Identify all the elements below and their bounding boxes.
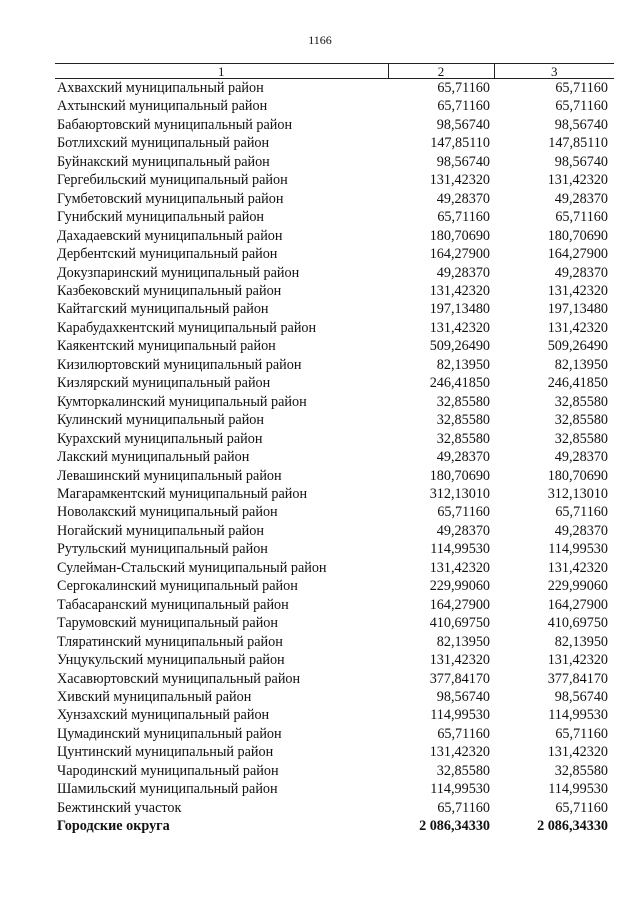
value-cell-col3: 98,56740 — [554, 116, 608, 133]
value-cell-col2: 98,56740 — [436, 153, 490, 170]
value-cell-col3: 32,85580 — [554, 393, 608, 410]
value-cell-col3: 32,85580 — [554, 430, 608, 447]
table-row — [55, 706, 614, 724]
district-name-cell: Гергебильский муниципальный район — [57, 172, 288, 189]
district-name-cell: Докузпаринский муниципальный район — [57, 264, 300, 281]
value-cell-col2: 312,13010 — [429, 485, 490, 502]
district-name-cell: Унцукульский муниципальный район — [57, 652, 285, 669]
column-header-1: 1 — [55, 64, 388, 79]
value-cell-col2: 32,85580 — [436, 412, 490, 429]
table-row — [55, 577, 614, 595]
value-cell-col3: 131,42320 — [547, 319, 608, 336]
district-name-cell: Гумбетовский муниципальный район — [57, 190, 284, 207]
district-name-cell: Бежтинский участок — [57, 799, 182, 816]
table-row — [55, 356, 614, 374]
table-row — [55, 337, 614, 355]
value-cell-col3: 131,42320 — [547, 172, 608, 189]
value-cell-col2: 410,69750 — [429, 615, 490, 632]
value-cell-col3: 65,71160 — [555, 725, 608, 742]
district-name-cell: Дахадаевский муниципальный район — [57, 227, 283, 244]
value-cell-col3: 180,70690 — [547, 227, 608, 244]
document-table-container — [55, 63, 614, 836]
value-cell-col2: 65,71160 — [437, 80, 490, 96]
value-cell-col2: 131,42320 — [429, 652, 490, 669]
value-cell-col3: 114,99530 — [548, 781, 608, 798]
value-cell-col3: 114,99530 — [548, 541, 608, 558]
table-row — [55, 503, 614, 521]
table-header — [55, 64, 614, 79]
value-cell-col2: 114,99530 — [430, 707, 490, 724]
district-name-cell: Сергокалинский муниципальный район — [57, 578, 298, 595]
district-name-cell: Кайтагский муниципальный район — [57, 301, 269, 318]
district-name-cell: Казбековский муниципальный район — [57, 282, 282, 299]
district-name-cell: Ботлихский муниципальный район — [57, 135, 270, 152]
table-row — [55, 633, 614, 651]
value-cell-col3: 147,85110 — [548, 135, 608, 152]
total-value-col2: 2 086,34330 — [419, 818, 490, 835]
column-header-2: 2 — [388, 64, 494, 79]
value-cell-col2: 65,71160 — [437, 504, 490, 521]
value-cell-col2: 246,41850 — [429, 375, 490, 392]
table-row — [55, 522, 614, 540]
value-cell-col2: 131,42320 — [429, 172, 490, 189]
table-row — [55, 651, 614, 669]
value-cell-col2: 49,28370 — [436, 264, 490, 281]
table-row — [55, 430, 614, 448]
value-cell-col2: 98,56740 — [436, 116, 490, 133]
table-row — [55, 799, 614, 817]
value-cell-col2: 49,28370 — [436, 449, 490, 466]
value-cell-col2: 65,71160 — [437, 725, 490, 742]
value-cell-col3: 82,13950 — [554, 633, 608, 650]
table-row — [55, 670, 614, 688]
table-row — [55, 614, 614, 632]
value-cell-col3: 32,85580 — [554, 412, 608, 429]
table-row — [55, 97, 614, 115]
value-cell-col2: 32,85580 — [436, 762, 490, 779]
district-name-cell: Бабаюртовский муниципальный район — [57, 116, 293, 133]
allocation-table — [55, 63, 614, 836]
value-cell-col3: 197,13480 — [547, 301, 608, 318]
table-row-total — [55, 817, 614, 835]
table-row — [55, 743, 614, 761]
value-cell-col2: 229,99060 — [429, 578, 490, 595]
table-row — [55, 264, 614, 282]
table-row — [55, 79, 614, 98]
district-name-cell: Сулейман-Стальский муниципальный район — [57, 559, 327, 576]
value-cell-col2: 131,42320 — [429, 559, 490, 576]
district-name-cell: Цумадинский муниципальный район — [57, 725, 282, 742]
district-name-cell: Хунзахский муниципальный район — [57, 707, 270, 724]
value-cell-col2: 164,27900 — [429, 596, 490, 613]
district-name-cell: Ногайский муниципальный район — [57, 522, 264, 539]
table-row — [55, 780, 614, 798]
value-cell-col3: 131,42320 — [547, 282, 608, 299]
total-value-col3: 2 086,34330 — [537, 818, 608, 835]
value-cell-col2: 509,26490 — [429, 338, 490, 355]
value-cell-col2: 197,13480 — [429, 301, 490, 318]
value-cell-col3: 377,84170 — [547, 670, 608, 687]
table-row — [55, 374, 614, 392]
value-cell-col2: 180,70690 — [429, 467, 490, 484]
value-cell-col2: 114,99530 — [430, 781, 490, 798]
value-cell-col3: 114,99530 — [548, 707, 608, 724]
value-cell-col3: 65,71160 — [555, 209, 608, 226]
district-name-cell: Табасаранский муниципальный район — [57, 596, 289, 613]
column-header-3: 3 — [494, 64, 614, 79]
value-cell-col3: 131,42320 — [547, 744, 608, 761]
district-name-cell: Курахский муниципальный район — [57, 430, 263, 447]
district-name-cell: Буйнакский муниципальный район — [57, 153, 270, 170]
value-cell-col3: 49,28370 — [554, 449, 608, 466]
table-row — [55, 171, 614, 189]
value-cell-col3: 229,99060 — [547, 578, 608, 595]
district-name-cell: Хивский муниципальный район — [57, 688, 252, 705]
district-name-cell: Кизлярский муниципальный район — [57, 375, 271, 392]
value-cell-col3: 65,71160 — [555, 98, 608, 115]
table-row — [55, 245, 614, 263]
table-row — [55, 762, 614, 780]
table-row — [55, 393, 614, 411]
value-cell-col2: 164,27900 — [429, 246, 490, 263]
district-name-cell: Цунтинский муниципальный район — [57, 744, 274, 761]
table-row — [55, 116, 614, 134]
value-cell-col3: 49,28370 — [554, 190, 608, 207]
district-name-cell: Рутульский муниципальный район — [57, 541, 268, 558]
table-row — [55, 319, 614, 337]
value-cell-col2: 49,28370 — [436, 190, 490, 207]
value-cell-col2: 32,85580 — [436, 430, 490, 447]
value-cell-col2: 131,42320 — [429, 282, 490, 299]
district-name-cell: Новолакский муниципальный район — [57, 504, 278, 521]
district-name-cell: Шамильский муниципальный район — [57, 781, 278, 798]
table-row — [55, 559, 614, 577]
district-name-cell: Гунибский муниципальный район — [57, 209, 265, 226]
table-row — [55, 300, 614, 318]
district-name-cell: Ахтынский муниципальный район — [57, 98, 268, 115]
district-name-cell: Кизилюртовский муниципальный район — [57, 356, 302, 373]
value-cell-col3: 246,41850 — [547, 375, 608, 392]
value-cell-col3: 65,71160 — [555, 504, 608, 521]
table-row — [55, 134, 614, 152]
value-cell-col3: 509,26490 — [547, 338, 608, 355]
value-cell-col3: 49,28370 — [554, 264, 608, 281]
value-cell-col2: 377,84170 — [429, 670, 490, 687]
district-name-cell: Кумторкалинский муниципальный район — [57, 393, 307, 410]
district-name-cell: Кулинский муниципальный район — [57, 412, 264, 429]
value-cell-col3: 312,13010 — [547, 485, 608, 502]
value-cell-col2: 32,85580 — [436, 393, 490, 410]
value-cell-col3: 65,71160 — [555, 799, 608, 816]
district-name-cell: Левашинский муниципальный район — [57, 467, 282, 484]
page-number: 1166 — [308, 33, 332, 47]
value-cell-col3: 180,70690 — [547, 467, 608, 484]
value-cell-col3: 98,56740 — [554, 153, 608, 170]
table-row — [55, 596, 614, 614]
value-cell-col2: 82,13950 — [436, 356, 490, 373]
district-name-cell: Лакский муниципальный район — [57, 449, 250, 466]
table-row — [55, 448, 614, 466]
value-cell-col3: 131,42320 — [547, 652, 608, 669]
district-name-cell: Карабудахкентский муниципальный район — [57, 319, 317, 336]
table-row — [55, 725, 614, 743]
district-name-cell: Ахвахский муниципальный район — [57, 80, 264, 96]
total-name-cell: Городские округа — [57, 818, 170, 835]
value-cell-col3: 98,56740 — [554, 688, 608, 705]
value-cell-col3: 32,85580 — [554, 762, 608, 779]
district-name-cell: Хасавюртовский муниципальный район — [57, 670, 301, 687]
district-name-cell: Каякентский муниципальный район — [57, 338, 276, 355]
value-cell-col2: 147,85110 — [430, 135, 490, 152]
header-row — [55, 64, 614, 79]
value-cell-col2: 49,28370 — [436, 522, 490, 539]
value-cell-col3: 82,13950 — [554, 356, 608, 373]
district-name-cell: Чародинский муниципальный район — [57, 762, 279, 779]
table-row — [55, 688, 614, 706]
table-row — [55, 190, 614, 208]
value-cell-col2: 98,56740 — [436, 688, 490, 705]
value-cell-col2: 65,71160 — [437, 799, 490, 816]
value-cell-col2: 131,42320 — [429, 744, 490, 761]
district-name-cell: Тляратинский муниципальный район — [57, 633, 283, 650]
value-cell-col2: 131,42320 — [429, 319, 490, 336]
value-cell-col3: 164,27900 — [547, 596, 608, 613]
table-row — [55, 208, 614, 226]
table-row — [55, 467, 614, 485]
value-cell-col3: 410,69750 — [547, 615, 608, 632]
value-cell-col2: 65,71160 — [437, 98, 490, 115]
district-name-cell: Дербентский муниципальный район — [57, 246, 278, 263]
value-cell-col2: 180,70690 — [429, 227, 490, 244]
value-cell-col3: 65,71160 — [555, 80, 608, 96]
value-cell-col3: 164,27900 — [547, 246, 608, 263]
table-row — [55, 411, 614, 429]
table-body — [55, 79, 614, 836]
value-cell-col2: 65,71160 — [437, 209, 490, 226]
value-cell-col3: 131,42320 — [547, 559, 608, 576]
table-row — [55, 153, 614, 171]
district-name-cell: Тарумовский муниципальный район — [57, 615, 278, 632]
value-cell-col2: 114,99530 — [430, 541, 490, 558]
table-row — [55, 282, 614, 300]
value-cell-col2: 82,13950 — [436, 633, 490, 650]
table-row — [55, 227, 614, 245]
value-cell-col3: 49,28370 — [554, 522, 608, 539]
table-row — [55, 540, 614, 558]
table-row — [55, 485, 614, 503]
district-name-cell: Магарамкентский муниципальный район — [57, 485, 308, 502]
